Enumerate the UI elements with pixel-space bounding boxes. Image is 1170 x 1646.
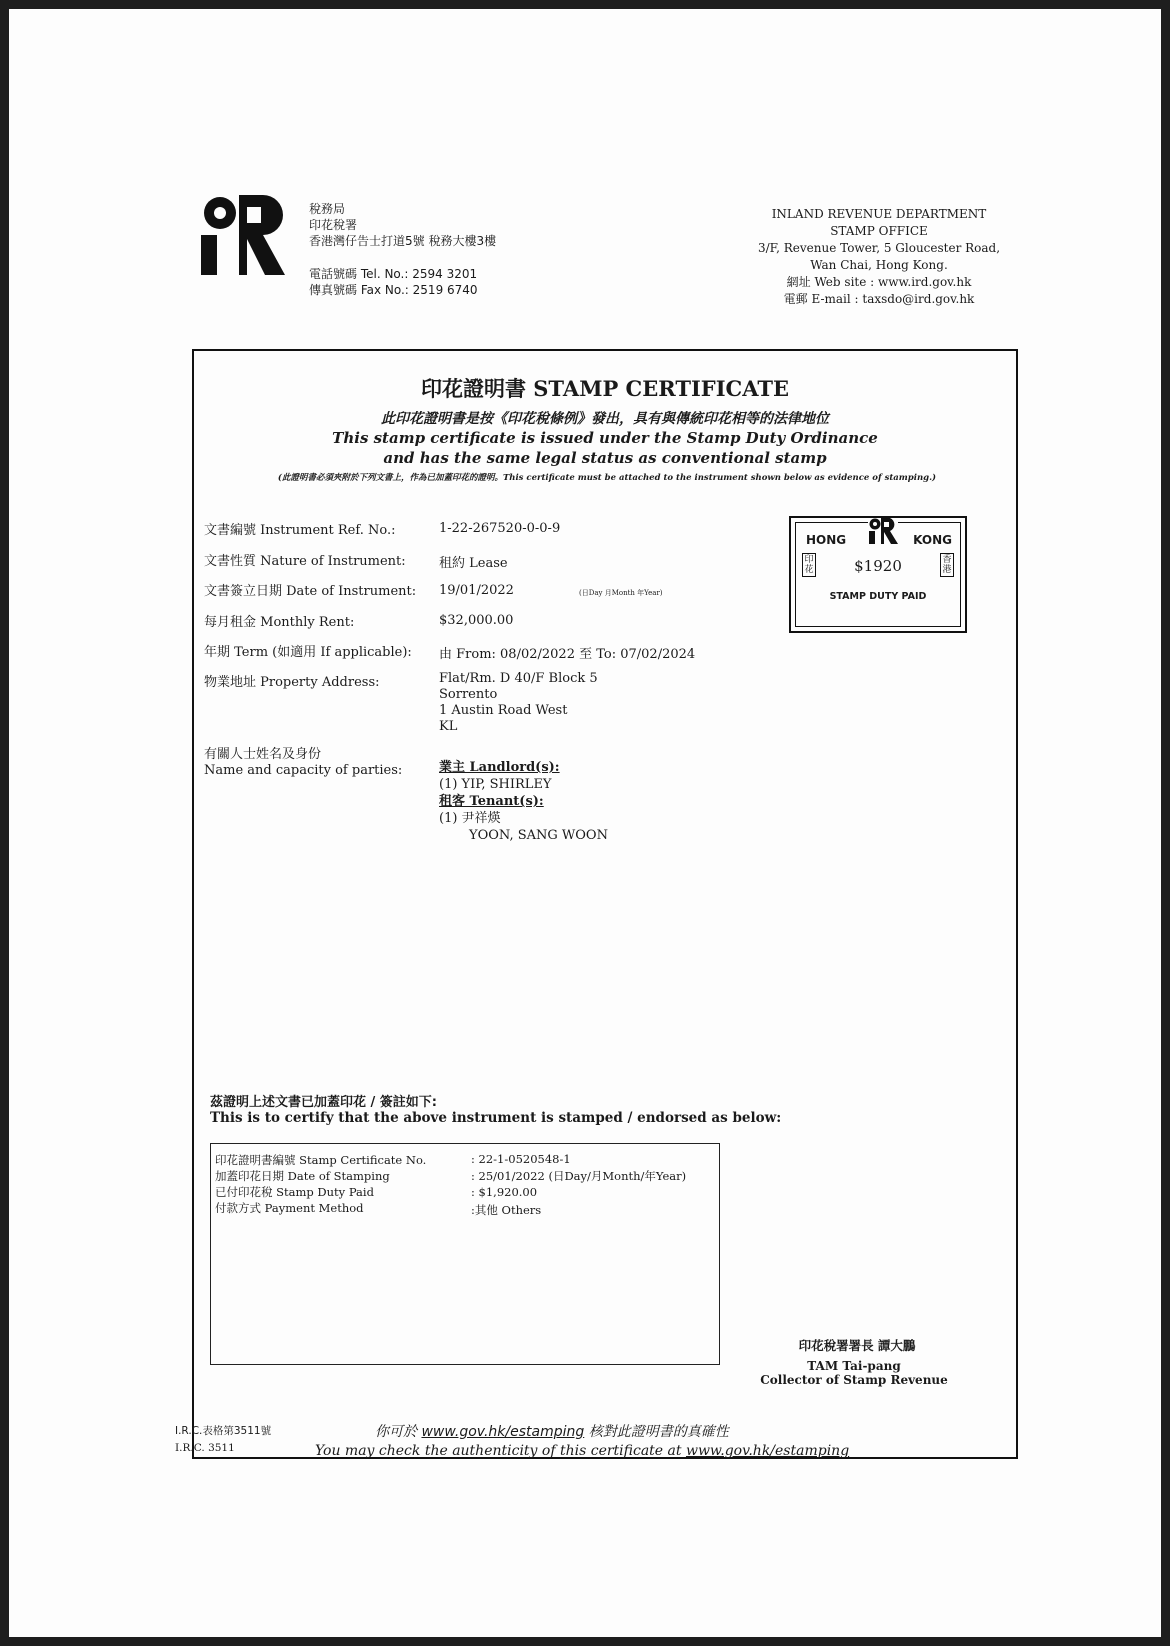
signatory-title-zh: 印花稅署署長 譚大鵬 <box>798 1338 916 1353</box>
stamp-kong: KONG <box>913 533 952 547</box>
verify-note-en <box>315 1443 849 1459</box>
stamp-right-side: 香港 <box>940 553 954 577</box>
certify-zh: 茲證明上述文書已加蓋印花 / 簽註如下: <box>210 1095 437 1110</box>
ref-label: 文書編號 Instrument Ref. No.: <box>204 523 396 538</box>
form-code <box>175 1423 271 1457</box>
rent-value: $32,000.00 <box>439 613 514 628</box>
office-zh: 印花稅署 <box>309 218 358 232</box>
address-label: 物業地址 Property Address: <box>204 675 380 690</box>
payment-method-label: 付款方式 Payment Method <box>215 1201 364 1215</box>
date-value: 19/01/2022 <box>439 583 514 598</box>
tenant-1-en: YOON, SANG WOON <box>469 828 608 843</box>
form-code-en: I.R.C. 3511 <box>175 1442 235 1454</box>
tel: 電話號碼 Tel. No.: 2594 3201 <box>309 267 478 281</box>
ird-logo <box>201 195 285 275</box>
address-en-1: 3/F, Revenue Tower, 5 Gloucester Road, <box>757 241 1001 255</box>
parties-values <box>439 759 608 844</box>
landlord-1: (1) YIP, SHIRLEY <box>439 777 552 792</box>
parties-label <box>204 747 402 779</box>
landlord-heading: 業主 Landlord(s): <box>439 760 560 775</box>
office-en: STAMP OFFICE <box>830 224 928 238</box>
address-en-2: Wan Chai, Hong Kong. <box>810 258 948 272</box>
stamp-left-side: 印花 <box>802 553 816 577</box>
attachment-note: (此證明書必須夾附於下列文書上，作為已加蓋印花的證明。This certificate must be attached to the instrument shown below as evidence of stamping.) <box>277 473 937 483</box>
ref-value: 1-22-267520-0-0-9 <box>439 521 561 536</box>
nature-label: 文書性質 Nature of Instrument: <box>204 554 406 569</box>
rent-label: 每月租金 Monthly Rent: <box>204 615 355 630</box>
stamp-amount: $1920 <box>854 557 902 575</box>
stamp-inner-border <box>795 522 961 627</box>
email: 電郵 E-mail : taxsdo@ird.gov.hk <box>783 292 975 306</box>
subtitle-en-1: This stamp certificate is issued under the Stamp Duty Ordinance <box>332 429 878 447</box>
certify-en: This is to certify that the above instrument is stamped / endorsed as below: <box>210 1110 782 1126</box>
stamp-ird-logo <box>868 518 898 544</box>
stamp-duty-mark <box>789 516 967 633</box>
stamping-date-label: 加蓋印花日期 Date of Stamping <box>215 1169 390 1183</box>
signatory-block <box>754 1359 954 1387</box>
parties-label-zh: 有關人士姓名及身份 <box>204 747 322 762</box>
address-line: Sorrento <box>439 687 498 702</box>
stamping-details-box <box>210 1143 720 1365</box>
dept-en: INLAND REVENUE DEPARTMENT <box>771 207 987 221</box>
signatory-title-en: Collector of Stamp Revenue <box>760 1373 948 1387</box>
certificate-box <box>192 349 1018 1459</box>
term-label: 年期 Term (如適用 If applicable): <box>204 645 412 660</box>
address-line: KL <box>439 719 458 734</box>
dept-zh: 稅務局 <box>309 202 346 216</box>
stamping-date-value: : 25/01/2022 (日Day/月Month/年Year) <box>471 1169 687 1183</box>
header-right <box>749 206 1009 308</box>
verify-link-zh[interactable]: www.gov.hk/estamping <box>421 1424 585 1440</box>
certificate-title: 印花證明書 STAMP CERTIFICATE <box>420 376 790 401</box>
fax: 傳真號碼 Fax No.: 2519 6740 <box>309 283 478 297</box>
term-value: 由 From: 08/02/2022 至 To: 07/02/2024 <box>439 647 696 662</box>
document-page <box>9 9 1161 1637</box>
cert-no-value: : 22-1-0520548-1 <box>471 1152 571 1166</box>
payment-method-value: :其他 Others <box>471 1203 542 1217</box>
subtitle-en-2: and has the same legal status as conventional stamp <box>383 449 827 467</box>
cert-no-label: 印花證明書編號 Stamp Certificate No. <box>215 1153 427 1167</box>
verify-note-zh <box>375 1421 729 1441</box>
date-label: 文書簽立日期 Date of Instrument: <box>204 584 417 599</box>
tenant-heading: 租客 Tenant(s): <box>439 794 544 809</box>
duty-paid-value: : $1,920.00 <box>471 1185 538 1199</box>
subtitle-zh: 此印花證明書是按《印花稅條例》發出，具有與傳統印花相等的法律地位 <box>381 411 829 427</box>
stamp-paid: STAMP DUTY PAID <box>829 591 927 602</box>
verify-zh-suffix: 核對此證明書的真確性 <box>584 1424 729 1440</box>
address-line: 1 Austin Road West <box>439 703 568 718</box>
property-address <box>439 671 598 735</box>
verify-en-prefix: You may check the authenticity of this certificate at <box>315 1443 686 1459</box>
header-left <box>309 201 496 298</box>
duty-paid-label: 已付印花稅 Stamp Duty Paid <box>215 1185 374 1199</box>
stamp-hong: HONG <box>806 533 847 547</box>
signatory-name: TAM Tai-pang <box>807 1359 901 1373</box>
verify-zh-prefix: 你可於 <box>375 1424 422 1440</box>
website: 網址 Web site : www.ird.gov.hk <box>786 275 972 289</box>
parties-label-en: Name and capacity of parties: <box>204 763 403 778</box>
verify-link-en[interactable]: www.gov.hk/estamping <box>685 1443 850 1459</box>
address-zh: 香港灣仔告士打道5號 稅務大樓3樓 <box>309 234 497 248</box>
tenant-1-zh: (1) 尹祥煐 <box>439 811 501 826</box>
nature-value: 租約 Lease <box>439 556 508 571</box>
address-line: Flat/Rm. D 40/F Block 5 <box>439 671 598 686</box>
date-format: (日Day 月Month 年Year) <box>579 589 663 597</box>
form-code-zh: I.R.C.表格第3511號 <box>175 1425 272 1437</box>
